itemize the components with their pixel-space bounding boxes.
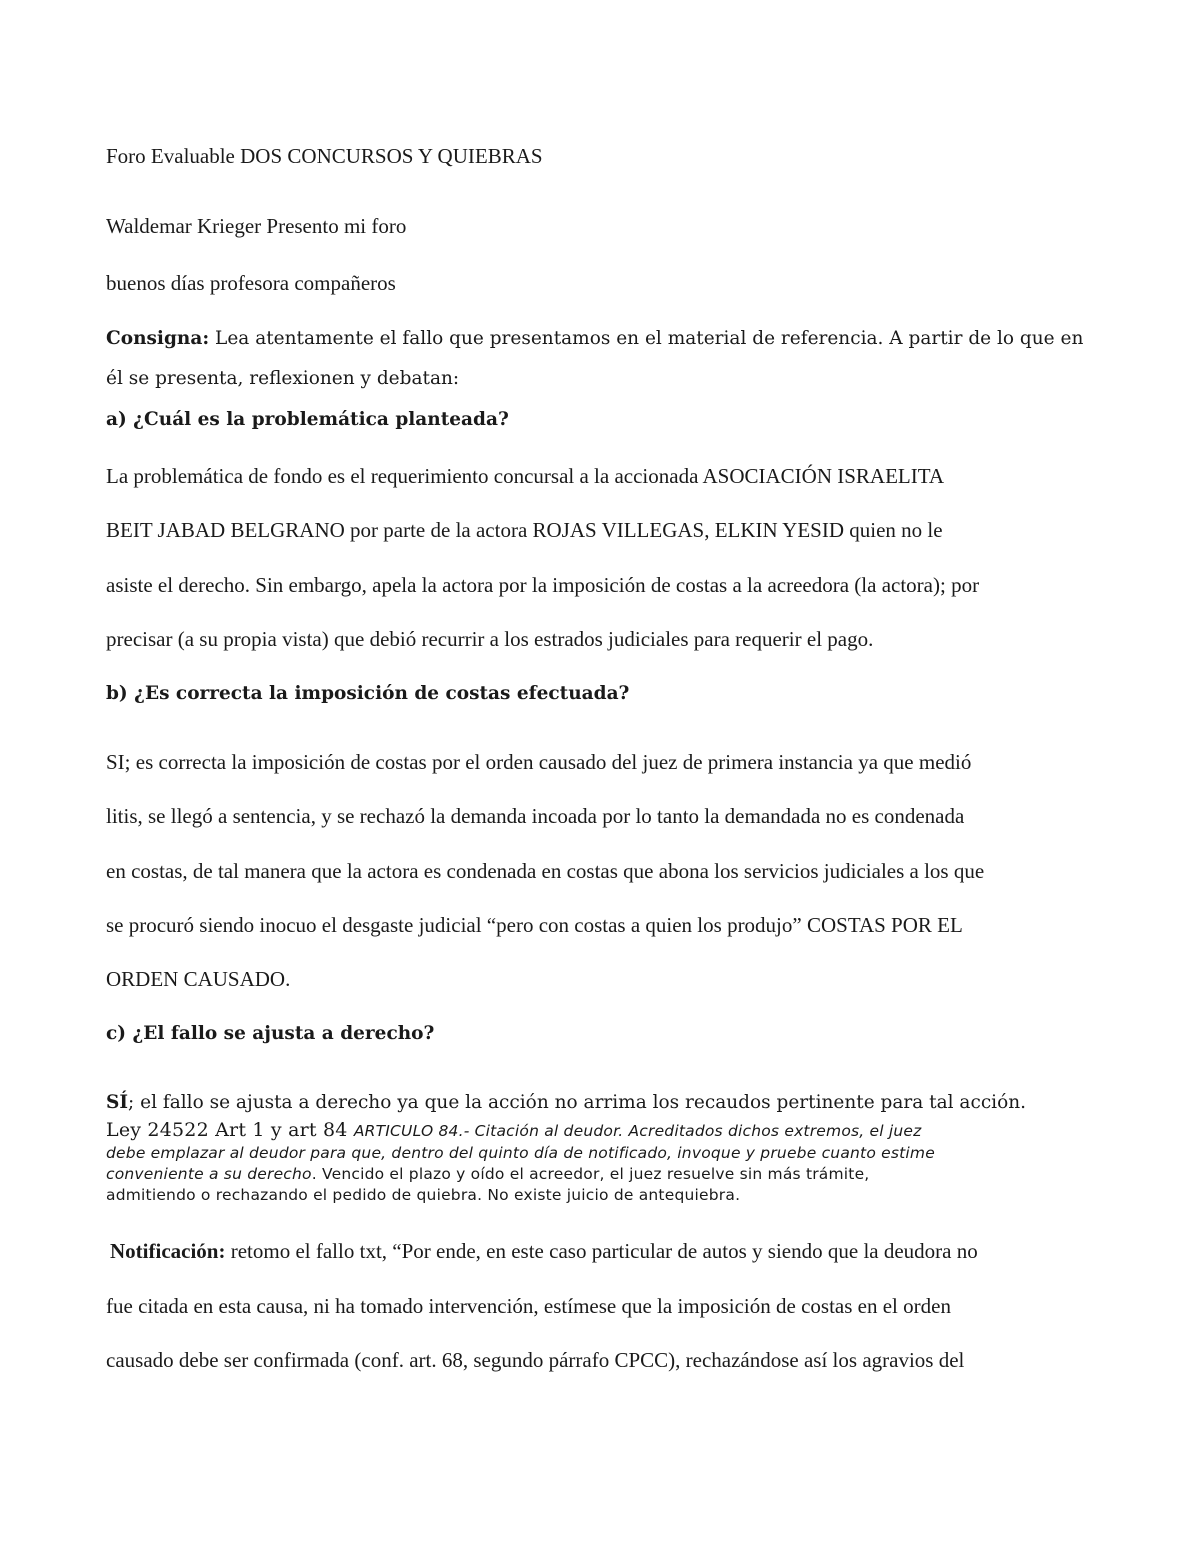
answer-b-line: litis, se llegó a sentencia, y se rechazó la demanda incoada por lo tanto la demandada no es condenada (106, 804, 965, 828)
article-quote: debe emplazar al deudor para que, dentro del quinto día de notificado, invoque y pruebe cuanto estime (106, 1144, 935, 1162)
consigna-line-1 (106, 326, 1083, 352)
question-b: b) ¿Es correcta la imposición de costas efectuada? (106, 683, 630, 704)
answer-c-text-1: ; el fallo se ajusta a derecho ya que la acción no arrima los recaudos pertinente para tal acción. (128, 1092, 1027, 1113)
author-line: Waldemar Krieger Presento mi foro (106, 214, 407, 238)
notificacion-line-3: causado debe ser confirmada (conf. art. 68, segundo párrafo CPCC), rechazándose así los agravios del (106, 1348, 965, 1372)
notificacion-label: Notificación: (110, 1239, 226, 1263)
question-c: c) ¿El fallo se ajusta a derecho? (106, 1023, 435, 1044)
answer-a-line: precisar (a su propia vista) que debió recurrir a los estrados judiciales para requerir el pago. (106, 627, 874, 651)
answer-c-line-5: admitiendo o rechazando el pedido de quiebra. No existe juicio de antequiebra. (106, 1186, 741, 1204)
article-quote: ARTICULO 84.- Citación al deudor. Acreditados dichos extremos, el juez (353, 1122, 922, 1140)
answer-c-line-3 (106, 1143, 935, 1163)
answer-a-line: BEIT JABAD BELGRANO por parte de la actora ROJAS VILLEGAS, ELKIN YESID quien no le (106, 518, 943, 542)
notificacion-line-1 (110, 1238, 978, 1264)
answer-b-line: SI; es correcta la imposición de costas por el orden causado del juez de primera instancia ya que medió (106, 750, 972, 774)
consigna-label: Consigna: (106, 328, 210, 349)
answer-c-line-4 (106, 1164, 869, 1184)
answer-a-line: La problemática de fondo es el requerimiento concursal a la accionada ASOCIACIÓN ISRAELITA (106, 464, 945, 488)
answer-c-line-1 (106, 1090, 1026, 1116)
greeting: buenos días profesora compañeros (106, 271, 396, 295)
answer-c-label: SÍ (106, 1092, 129, 1113)
answer-b-line: se procuró siendo inocuo el desgaste judicial “pero con costas a quien los produjo” COSTAS POR EL (106, 913, 963, 937)
law-reference: Ley 24522 Art 1 y art 84 (106, 1119, 354, 1141)
answer-a-line: asiste el derecho. Sin embargo, apela la actora por la imposición de costas a la acreedora (la actora); por (106, 573, 980, 597)
answer-b-line: en costas, de tal manera que la actora es condenada en costas que abona los servicios judiciales a los que (106, 859, 985, 883)
article-text: . Vencido el plazo y oído el acreedor, el juez resuelve sin más trámite, (311, 1165, 870, 1183)
article-quote: conveniente a su derecho (106, 1165, 312, 1183)
consigna-text-1: Lea atentamente el fallo que presentamos en el material de referencia. A partir de lo que en (209, 328, 1084, 349)
document-title: Foro Evaluable DOS CONCURSOS Y QUIEBRAS (106, 144, 543, 168)
question-a: a) ¿Cuál es la problemática planteada? (106, 409, 509, 430)
answer-b-line: ORDEN CAUSADO. (106, 967, 291, 991)
notificacion-text-1: retomo el fallo txt, “Por ende, en este caso particular de autos y siendo que la deudora no (225, 1239, 978, 1263)
answer-c-line-2 (106, 1120, 922, 1141)
notificacion-line-2: fue citada en esta causa, ni ha tomado intervención, estímese que la imposición de costas en el orden (106, 1294, 951, 1318)
consigna-line-2: él se presenta, reflexionen y debatan: (106, 368, 460, 389)
